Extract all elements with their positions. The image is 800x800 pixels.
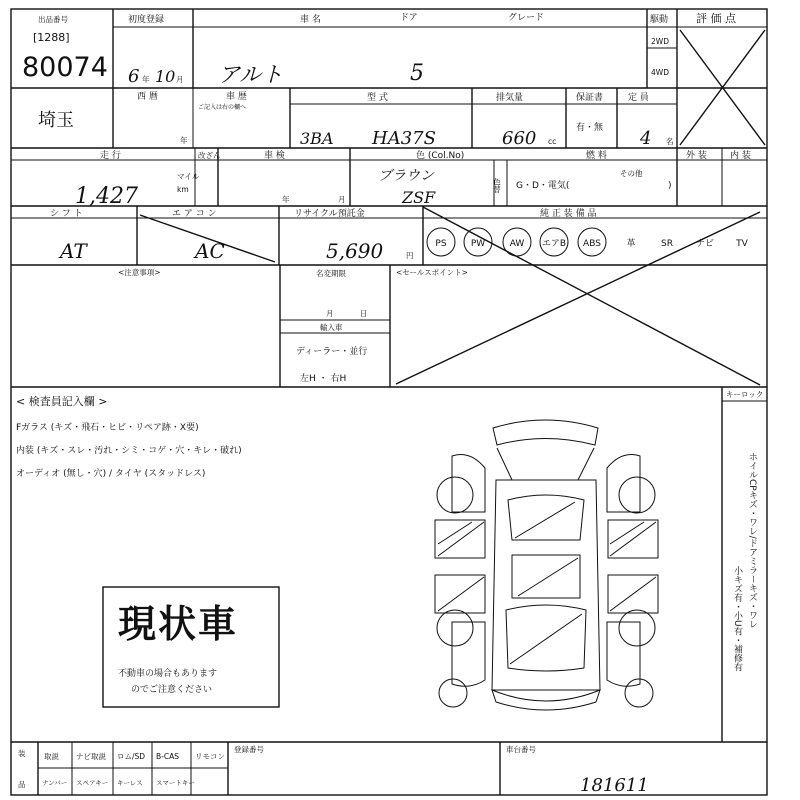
model-name-label: 車 名 — [300, 15, 321, 25]
equipment-item: SR — [661, 239, 673, 249]
stamp-title: 現状車 — [118, 601, 239, 646]
first-reg-month: 10 — [155, 67, 176, 86]
svg-text:品: 品 — [18, 780, 26, 789]
footer-item: キーレス — [117, 779, 143, 787]
lot-bracket: [1288] — [33, 31, 70, 44]
mileage-value: 1,427 — [75, 184, 138, 209]
car-diagram — [435, 420, 658, 710]
equipment-item: TV — [736, 239, 748, 249]
exterior-label: 外 装 — [686, 151, 707, 161]
footer-item: リモコン — [195, 752, 225, 761]
drive-label: 駆動 — [650, 15, 669, 25]
shift-label: シ フ ト — [50, 209, 83, 219]
inspection-label: 車 検 — [264, 151, 285, 161]
displacement-value: 660 — [502, 128, 537, 149]
inspector-title: < 検査員記入欄 > — [16, 395, 108, 408]
sales-cross — [423, 207, 760, 385]
score-label: 評 価 点 — [696, 12, 736, 25]
fuel-label: 燃 料 — [586, 151, 607, 161]
venue-label: 出品番号 — [38, 15, 68, 24]
keylock-label: キーロック — [726, 390, 764, 399]
svg-text:km: km — [177, 185, 189, 194]
svg-text:円: 円 — [406, 251, 414, 260]
equipment-item: PW — [470, 239, 486, 249]
footer-item: スペアキー — [76, 779, 109, 787]
chassis-label: 車台番号 — [506, 745, 536, 754]
svg-text:月: 月 — [338, 195, 346, 204]
mileage-label: 走 行 — [100, 151, 121, 161]
sales-point-label: <セールスポイント> — [396, 268, 468, 277]
footer-item: ロム/SD — [117, 752, 146, 761]
equipment-item: PS — [435, 239, 447, 249]
svg-text:日: 日 — [360, 309, 368, 318]
lot-number: 80074 — [22, 52, 108, 83]
footer-item: ナビ取説 — [76, 752, 106, 761]
color-change-label: 色替 — [492, 178, 502, 193]
model-code-label: 型 式 — [367, 93, 388, 103]
footer-item: ナンバー — [42, 779, 68, 787]
equipment-label: 純 正 装 備 品 — [540, 209, 597, 219]
svg-text:マイル: マイル — [177, 172, 200, 181]
recycle-value: 5,690 — [326, 239, 384, 263]
svg-text:年: 年 — [282, 195, 290, 204]
svg-text:): ) — [668, 181, 672, 191]
stamp-line2: のでご注意ください — [131, 685, 213, 695]
warranty-label: 保証書 — [576, 93, 604, 103]
footer-item: 取説 — [44, 752, 59, 761]
notes-label: <注意事項> — [118, 268, 161, 277]
color-code: ZSF — [402, 188, 436, 207]
interior-label: 内 装 — [730, 151, 751, 161]
fuel-options: G・D・電気( — [516, 181, 570, 191]
color-label: 色 (Col.No) — [416, 151, 465, 161]
footer-item: スマートキー — [156, 779, 195, 787]
ac-value: AC — [195, 239, 225, 263]
history-sub: ご記入は右の欄へ — [198, 104, 247, 111]
western-label: 西 暦 — [137, 92, 158, 102]
model-code-prefix: 3BA — [300, 129, 334, 148]
import-options: ディーラー・並行 — [296, 347, 368, 357]
stamp-line1: 不動車の場合もあります — [118, 669, 218, 679]
svg-text:cc: cc — [548, 137, 557, 146]
displacement-label: 排気量 — [496, 93, 524, 103]
history-label: 車 歴 — [226, 92, 247, 102]
equipment-item: エアB — [541, 239, 567, 249]
svg-text:名: 名 — [666, 137, 674, 146]
drive-4wd: 4WD — [651, 68, 669, 77]
name-change-label: 名変期限 — [316, 269, 346, 278]
model-code-value: HA37S — [372, 128, 436, 149]
drive-2wd: 2WD — [651, 37, 669, 46]
svg-text:その他: その他 — [620, 169, 643, 178]
svg-text:月: 月 — [326, 309, 334, 318]
grade-value: 5 — [410, 61, 424, 86]
right-col1: ホイルCPキズ・ワレ/ドアミラーキズ・ワレ — [747, 452, 757, 629]
handle-options: 左H ・ 右H — [300, 374, 347, 384]
ac-label: エ ア コ ン — [172, 209, 217, 219]
model-name-value: アルト — [218, 63, 284, 88]
doors-label: ドア — [400, 13, 418, 23]
first-reg-label: 初度登録 — [128, 15, 165, 25]
equipment-item: AW — [509, 239, 525, 249]
first-reg-year: 6 — [128, 66, 140, 87]
equipment-list — [427, 228, 749, 256]
svg-text:年: 年 — [142, 75, 150, 84]
svg-text:装: 装 — [18, 749, 26, 758]
import-label: 輸入車 — [320, 323, 343, 332]
equipment-item: 革 — [626, 239, 636, 249]
warranty-options: 有・無 — [576, 123, 604, 133]
chassis-value: 181611 — [580, 775, 649, 796]
odometer-label: 改ざん — [198, 151, 221, 160]
inspector-line1: Fガラス (キズ・飛石・ヒビ・リペア跡・X要) — [16, 423, 199, 433]
footer-items-row2 — [42, 779, 195, 787]
grade-label: グレード — [508, 13, 545, 23]
capacity-value: 4 — [640, 128, 652, 149]
region: 埼玉 — [38, 110, 74, 131]
reg-number-label: 登録番号 — [234, 745, 264, 754]
footer-item: B-CAS — [156, 752, 179, 761]
color-value: ブラウン — [378, 168, 434, 184]
svg-text:月: 月 — [176, 75, 184, 84]
equipment-item: ABS — [583, 239, 601, 249]
svg-text:年: 年 — [180, 136, 188, 145]
equipment-item: ナビ — [695, 239, 715, 249]
inspector-line2: 内装 (キズ・スレ・汚れ・シミ・コゲ・穴・キレ・破れ) — [16, 446, 242, 456]
inspector-line3: オーディオ (無し・穴) / タイヤ (スタッドレス) — [16, 469, 206, 479]
footer-items-row1 — [44, 751, 225, 761]
capacity-label: 定 員 — [628, 93, 649, 103]
shift-value: AT — [60, 239, 87, 263]
recycle-label: リサイクル預託金 — [294, 209, 365, 219]
right-col2: 小キズ有・小U有・補修有 — [732, 566, 742, 672]
